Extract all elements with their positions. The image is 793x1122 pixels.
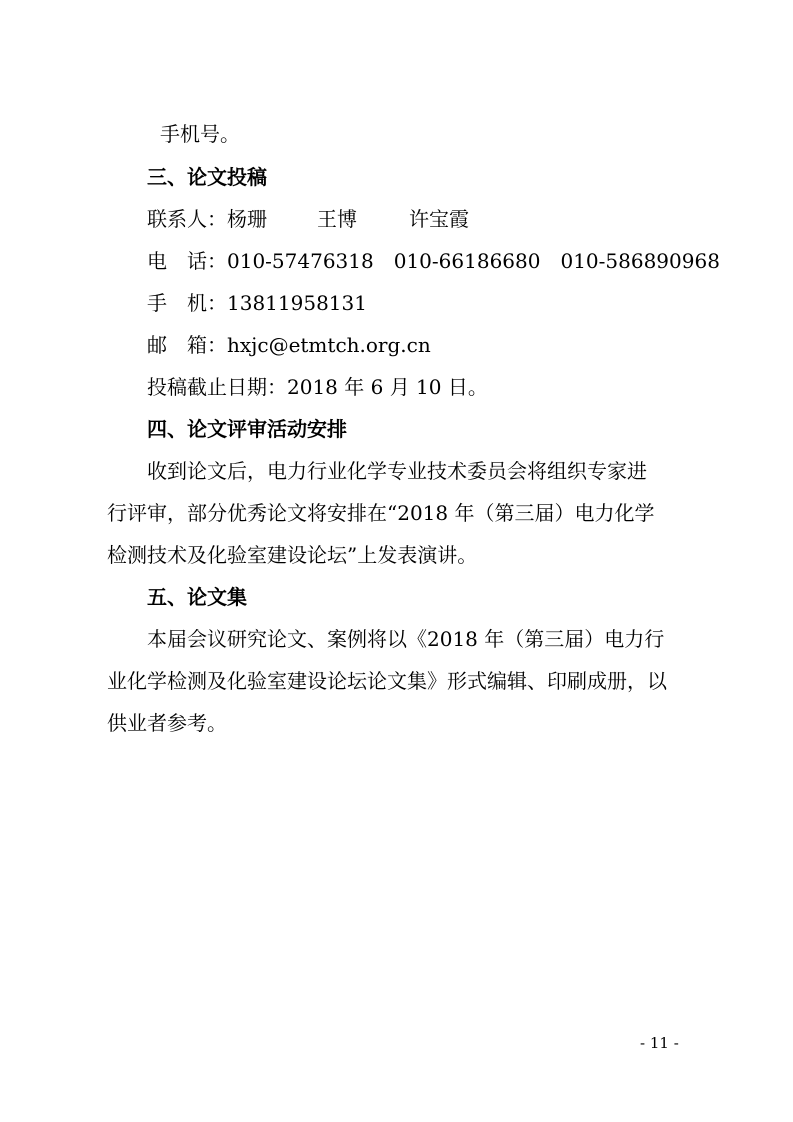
proceedings-paragraph-line-3: 供业者参考。 — [107, 711, 227, 735]
contact-name-1: 杨珊 — [227, 207, 267, 231]
deadline-line: 投稿截止日期：2018 年 6 月 10 日。 — [147, 375, 488, 399]
section-heading-review: 四、论文评审活动安排 — [147, 417, 347, 441]
phone-2: 010-66186680 — [393, 249, 541, 273]
phone-label: 电 话： — [147, 249, 227, 273]
section-heading-proceedings: 五、论文集 — [147, 585, 247, 609]
email-line — [147, 333, 431, 357]
mobile-number: 13811958131 — [227, 291, 367, 315]
review-paragraph-line-2: 行评审，部分优秀论文将安排在“2018 年（第三届）电力化学 — [107, 501, 655, 525]
phone-3: 010-586890968 — [560, 249, 720, 273]
review-paragraph-line-1: 收到论文后，电力行业化学专业技术委员会将组织专家进 — [147, 459, 647, 483]
email-address: hxjc@etmtch.org.cn — [227, 333, 431, 357]
contact-name-2: 王博 — [317, 207, 357, 231]
mobile-line — [147, 291, 367, 315]
proceedings-paragraph-line-2: 业化学检测及化验室建设论坛论文集》形式编辑、印刷成册，以 — [107, 669, 667, 693]
phone-line — [147, 249, 720, 273]
email-label: 邮 箱： — [147, 333, 227, 357]
text-line-phone-number: 手机号。 — [160, 122, 240, 146]
section-heading-submission: 三、论文投稿 — [147, 165, 267, 189]
page-number: - 11 - — [640, 1034, 679, 1052]
proceedings-paragraph-line-1: 本届会议研究论文、案例将以《2018 年（第三届）电力行 — [147, 627, 665, 651]
contact-name-3: 许宝霞 — [409, 207, 469, 231]
mobile-label: 手 机： — [147, 291, 227, 315]
contact-line — [147, 207, 469, 231]
review-paragraph-line-3: 检测技术及化验室建设论坛”上发表演讲。 — [107, 543, 478, 567]
phone-1: 010-57476318 — [227, 249, 374, 273]
contact-label: 联系人： — [147, 207, 227, 231]
